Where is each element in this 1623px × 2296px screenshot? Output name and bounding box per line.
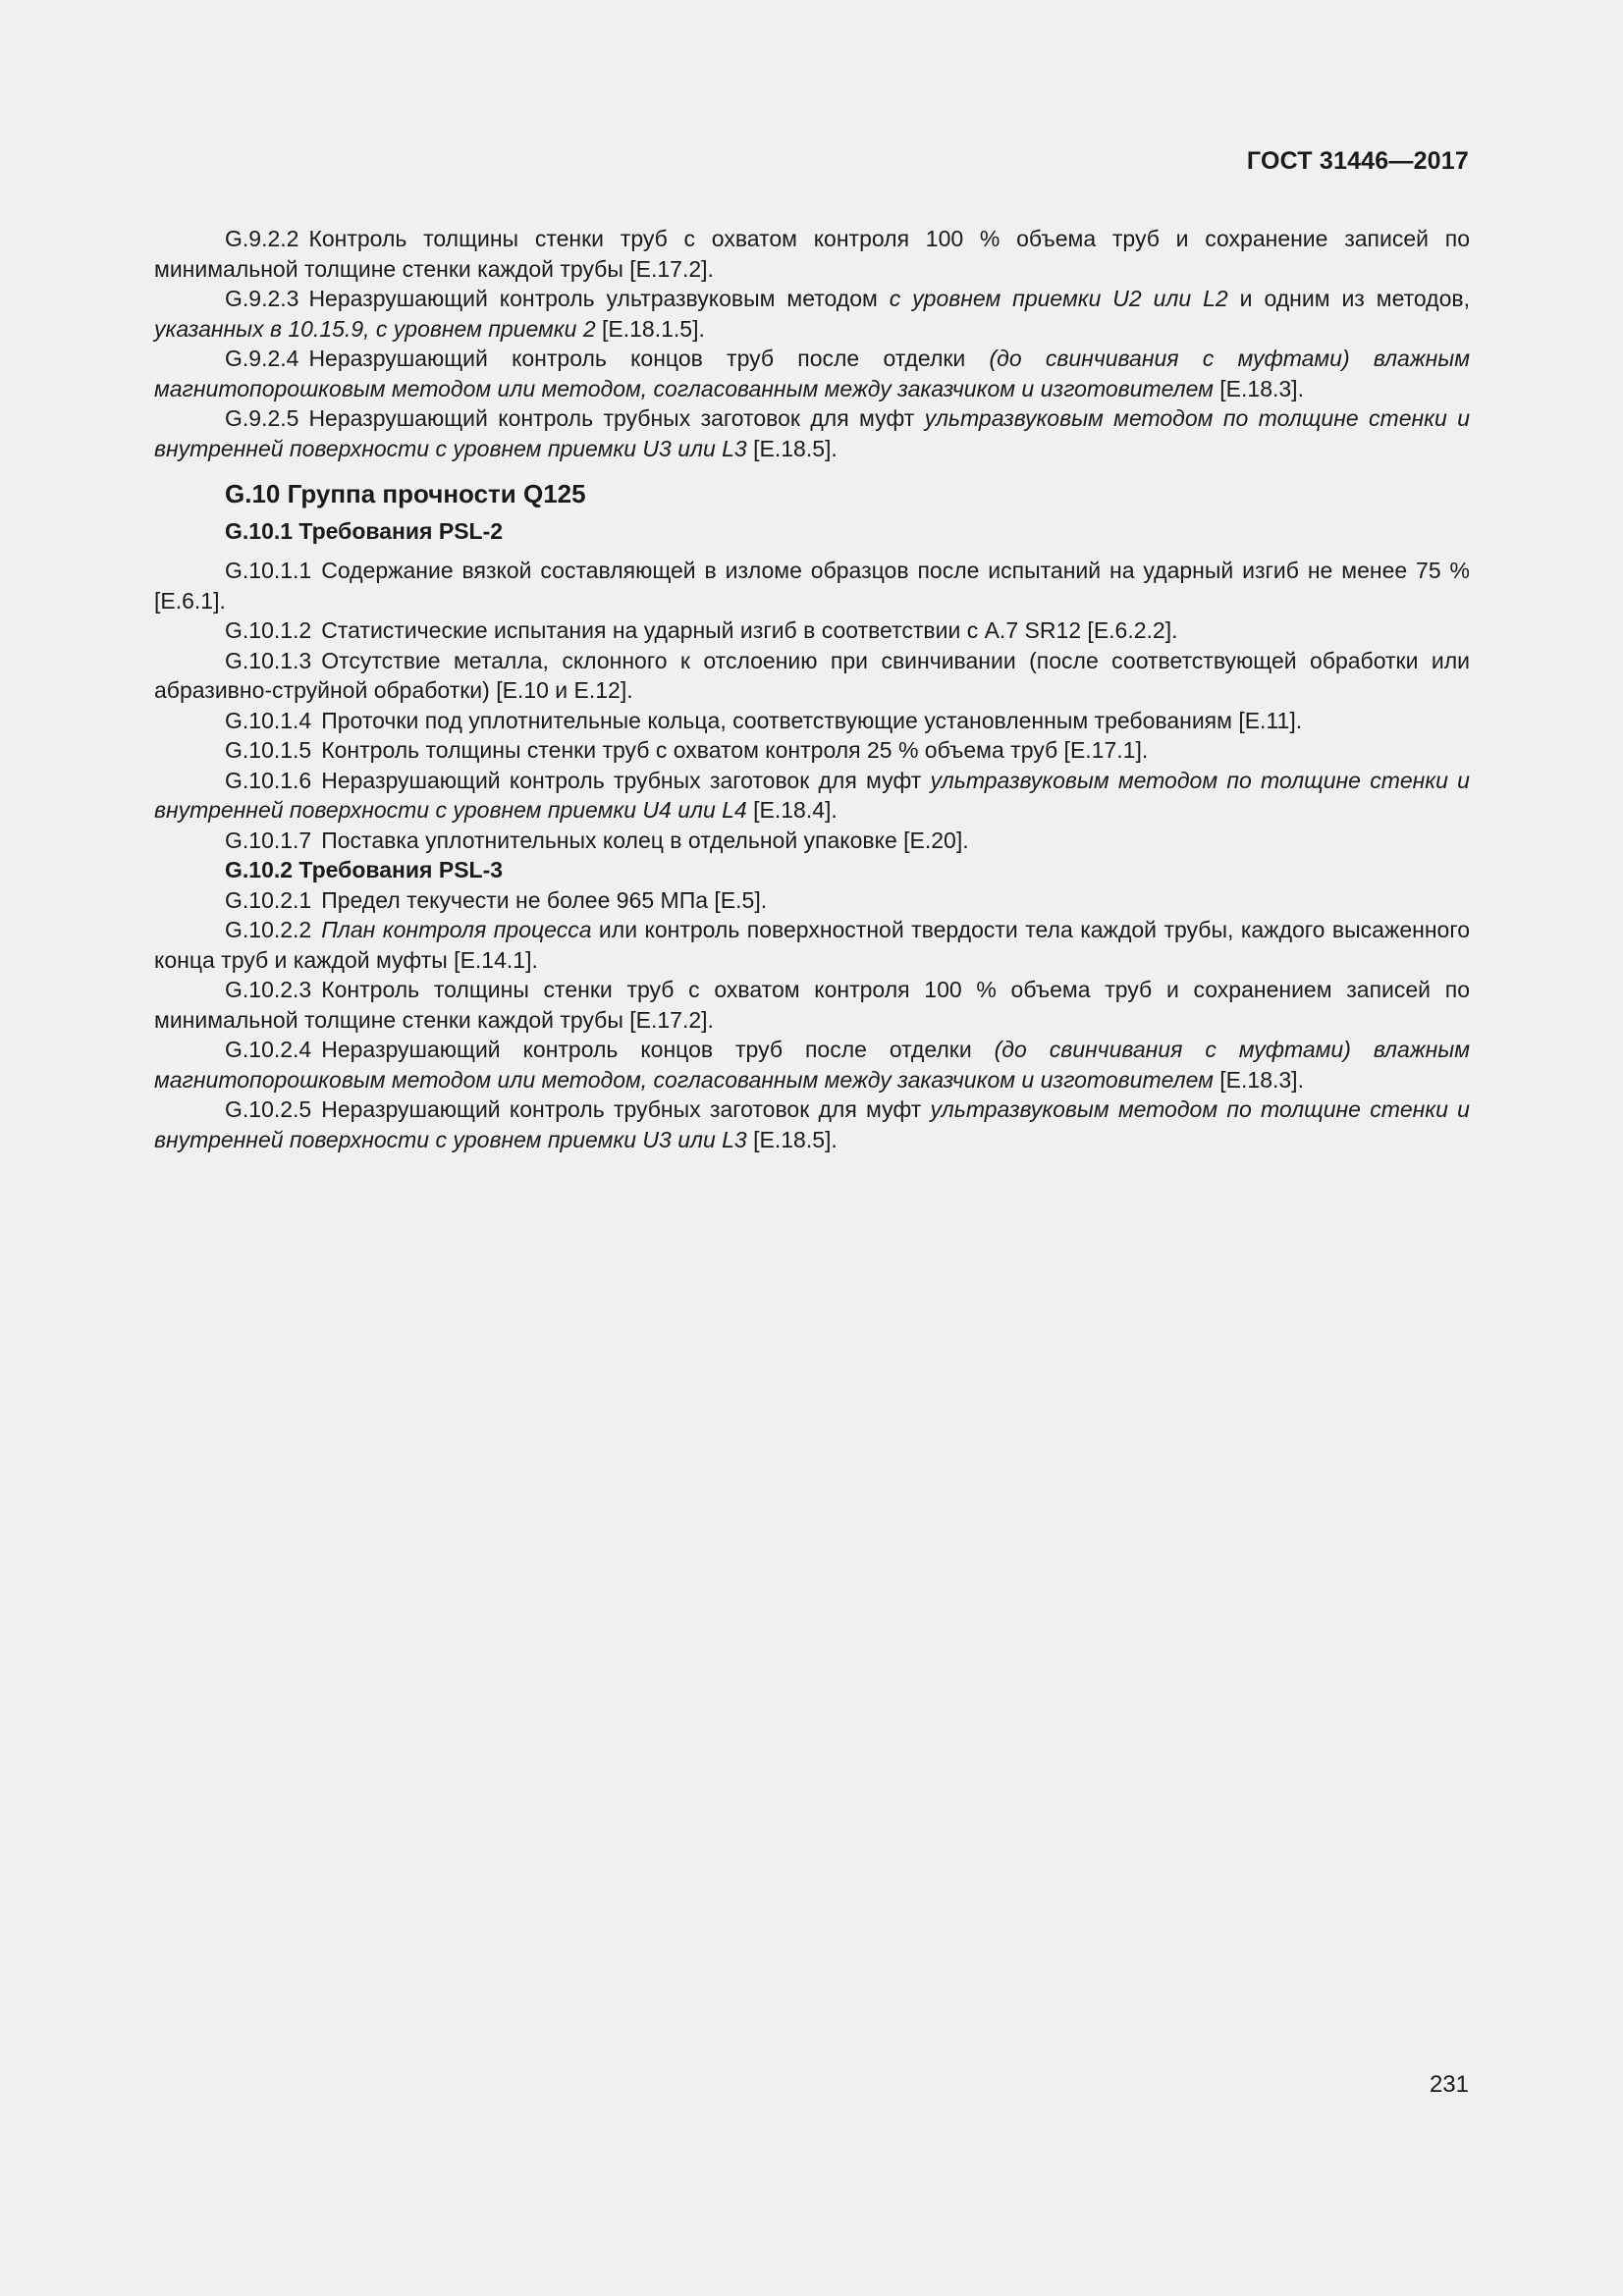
clause-text: Контроль толщины стенки труб с охватом контроля 25 % объема труб [E.17.1]. xyxy=(321,737,1149,763)
clause-number: G.10.2.3 xyxy=(225,977,312,1002)
clause-text: и одним из методов, xyxy=(1227,286,1470,311)
clause-text-italic: с уровнем приемки U2 или L2 xyxy=(889,286,1228,311)
clause-text-italic: указанных в 10.15.9, с уровнем приемки 2 xyxy=(154,315,596,342)
clause-text-italic: (до свинчивания с муфтами) влажным магнитопорошковым методом или методом, согласованным между заказчиком и изготовителем xyxy=(154,1037,1470,1093)
clause-reference: [E.18.5]. xyxy=(746,435,838,461)
clause-number: G.9.2.3 xyxy=(225,286,299,311)
page-number: 231 xyxy=(1429,2071,1469,2098)
clause-g-9-2-3 xyxy=(154,284,1470,344)
clause-number: G.10.1.4 xyxy=(225,707,312,733)
clause-number: G.9.2.2 xyxy=(225,226,299,251)
clause-number: G.10.2.5 xyxy=(225,1096,312,1122)
clause-text: Статистические испытания на ударный изгиб в соответствии с A.7 SR12 [E.6.2.2]. xyxy=(321,617,1178,643)
document-body xyxy=(154,224,1470,1154)
clause-text: Неразрушающий контроль концов труб после отделки xyxy=(308,346,990,371)
clause-reference: [E.18.3]. xyxy=(1213,375,1304,401)
subsection-heading-psl-3: G.10.2 Требования PSL-3 xyxy=(225,857,504,882)
clause-g-9-2-5 xyxy=(154,403,1470,463)
clause-g-10-1-6 xyxy=(154,766,1470,826)
clause-g-9-2-4 xyxy=(154,344,1470,403)
clause-g-10-2-1 xyxy=(154,885,1470,916)
clause-g-10-1-2 xyxy=(154,615,1470,646)
clause-g-10-1-5 xyxy=(154,735,1470,766)
clause-number: G.10.2.1 xyxy=(225,886,312,913)
clause-reference: [E.18.5]. xyxy=(746,1126,838,1152)
clause-text: Контроль толщины стенки труб с охватом контроля 100 % объема труб и сохранение записей по минимальной толщине стенки каждой трубы [E.17.2]. xyxy=(154,226,1470,282)
clause-g-10-1-1 xyxy=(154,556,1470,615)
clause-reference: [E.18.3]. xyxy=(1213,1066,1304,1093)
clause-text: Неразрушающий контроль ультразвуковым методом xyxy=(308,286,890,311)
clause-g-10-2-4 xyxy=(154,1035,1470,1095)
clause-text: Неразрушающий контроль трубных заготовок для муфт xyxy=(308,405,925,431)
clause-text: Неразрушающий контроль трубных заготовок для муфт xyxy=(321,767,931,793)
subsection-heading-psl-2: G.10.1 Требования PSL-2 xyxy=(225,518,504,544)
clause-number: G.10.1.3 xyxy=(225,647,312,673)
clause-text: Содержание вязкой составляющей в изломе образцов после испытаний на ударный изгиб не менее 75 % [E.6.1]. xyxy=(154,558,1470,614)
clause-number: G.10.2.2 xyxy=(225,917,312,942)
clause-text-italic: (до свинчивания с муфтами) влажным магнитопорошковым методом или методом, согласованным между заказчиком и изготовителем xyxy=(154,346,1470,401)
clause-g-10-2-3 xyxy=(154,975,1470,1035)
clause-g-10-1-3 xyxy=(154,646,1470,706)
clause-g-10-1-4 xyxy=(154,706,1470,736)
clause-number: G.10.1.1 xyxy=(225,558,312,583)
clause-number: G.10.1.6 xyxy=(225,767,312,793)
document-standard-id: ГОСТ 31446—2017 xyxy=(1246,147,1469,175)
clause-text: Неразрушающий контроль трубных заготовок для муфт xyxy=(321,1096,931,1122)
clause-reference: [E.18.1.5]. xyxy=(595,315,705,342)
clause-number: G.10.1.5 xyxy=(225,737,312,763)
clause-text-italic: ультразвуковым методом по толщине стенки и внутренней поверхности с уровнем приемки U3 или L3 xyxy=(154,1096,1470,1152)
clause-g-10-2-5 xyxy=(154,1095,1470,1154)
clause-text-italic: План контроля процесса xyxy=(321,917,592,942)
clause-number: G.9.2.5 xyxy=(225,405,299,431)
clause-text: Неразрушающий контроль концов труб после отделки xyxy=(321,1037,995,1062)
clause-text-italic: ультразвуковым методом по толщине стенки и внутренней поверхности с уровнем приемки U4 или L4 xyxy=(154,767,1470,823)
clause-text: Поставка уплотнительных колец в отдельной упаковке [E.20]. xyxy=(321,827,969,853)
section-heading-g-10: G.10 Группа прочности Q125 xyxy=(225,479,586,508)
clause-number: G.10.1.7 xyxy=(225,827,312,853)
clause-number: G.10.2.4 xyxy=(225,1037,312,1062)
clause-number: G.9.2.4 xyxy=(225,346,299,371)
clause-g-10-2-2 xyxy=(154,915,1470,975)
clause-reference: [E.18.4]. xyxy=(746,797,838,823)
clause-text: Контроль толщины стенки труб с охватом контроля 100 % объема труб и сохранением записей по минимальной толщине стенки каждой трубы [E.17.2]. xyxy=(154,977,1470,1033)
clause-g-10-1-7 xyxy=(154,826,1470,856)
clause-g-9-2-2 xyxy=(154,224,1470,284)
clause-number: G.10.1.2 xyxy=(225,617,312,643)
clause-text-italic: ультразвуковым методом по толщине стенки и внутренней поверхности с уровнем приемки U3 или L3 xyxy=(154,405,1470,461)
clause-text: Предел текучести не более 965 МПа [E.5]. xyxy=(321,886,768,913)
clause-text: Проточки под уплотнительные кольца, соответствующие установленным требованиям [E.11]. xyxy=(321,707,1303,733)
clause-text: Отсутствие металла, склонного к отслоению при свинчивании (после соответствующей обработки или абразивно-струйной обработки) [E.10 и E.12]. xyxy=(154,647,1470,703)
clause-text: или контроль поверхностной твердости тела каждой трубы, каждого высаженного конца труб и каждой муфты [E.14.1]. xyxy=(154,917,1470,973)
